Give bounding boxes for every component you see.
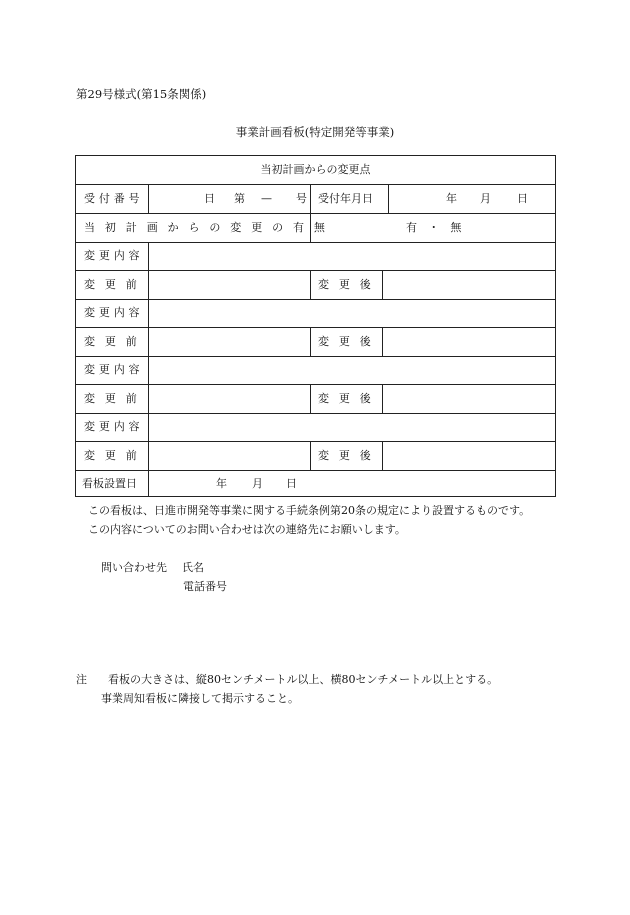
installed-date-day: 日	[286, 477, 297, 490]
change-content-label: 変更内容	[84, 363, 144, 376]
footnote-line: 看板の大きさは、縦80センチメートル以上、横80センチメートル以上とする。	[108, 673, 499, 686]
note-line: この看板は、日進市開発等事業に関する手続条例第20条の規定により設置するものです。	[88, 504, 531, 517]
contact-phone-label: 電話番号	[183, 580, 227, 593]
note-line: この内容についてのお問い合わせは次の連絡先にお願いします。	[88, 523, 406, 536]
receipt-date-month: 月	[480, 192, 491, 205]
contact-name-label: 氏名	[182, 561, 204, 574]
after-label: 変更後	[318, 335, 381, 348]
before-label: 変更前	[84, 278, 147, 291]
change-content-label: 変更内容	[84, 249, 144, 262]
receipt-number-dash: —	[261, 192, 272, 205]
installed-date-label: 看板設置日	[82, 477, 137, 490]
notes	[88, 501, 530, 539]
after-label: 変更後	[318, 278, 381, 291]
receipt-number-go: 号	[296, 192, 307, 205]
change-exists-value: 有 ・ 無	[406, 221, 466, 234]
change-content-label: 変更内容	[84, 306, 144, 319]
receipt-date-label: 受付年月日	[318, 192, 373, 205]
change-content-label: 変更内容	[84, 420, 144, 433]
footnote-line: 事業周知看板に隣接して掲示すること。	[101, 692, 299, 705]
footnote	[76, 670, 498, 708]
before-label: 変更前	[84, 392, 147, 405]
receipt-number-dai: 第	[234, 192, 245, 205]
receipt-date-day: 日	[517, 192, 528, 205]
contact-block	[101, 558, 227, 596]
after-label: 変更後	[318, 392, 381, 405]
change-exists-label: 当初計画からの変更の有無	[84, 221, 335, 234]
receipt-number-label: 受付番号	[84, 192, 144, 205]
receipt-date-year: 年	[446, 192, 457, 205]
installed-date-year: 年	[216, 477, 227, 490]
before-label: 変更前	[84, 449, 147, 462]
after-label: 変更後	[318, 449, 381, 462]
before-label: 変更前	[84, 335, 147, 348]
document-title: 事業計画看板(特定開発等事業)	[235, 125, 395, 139]
table-header: 当初計画からの変更点	[260, 163, 371, 176]
form-number: 第29号様式(第15条関係)	[76, 87, 207, 101]
footnote-mark: 注	[76, 673, 87, 686]
installed-date-month: 月	[252, 477, 263, 490]
receipt-number-day: 日	[204, 192, 215, 205]
contact-label: 問い合わせ先	[101, 561, 167, 574]
signboard-table	[75, 155, 556, 497]
